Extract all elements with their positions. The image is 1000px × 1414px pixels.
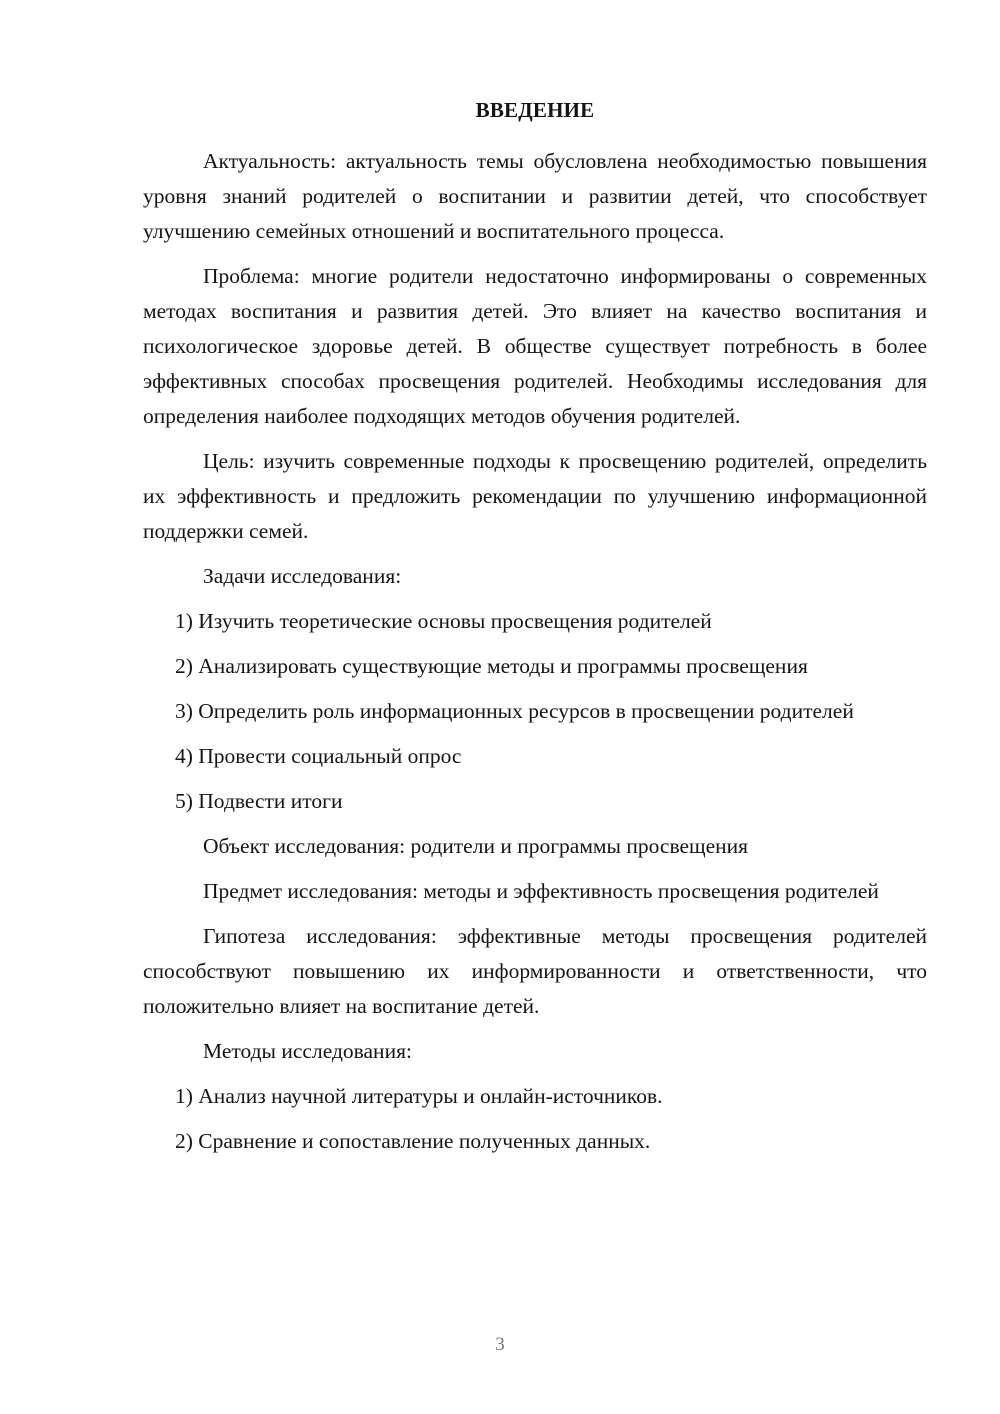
task-item: 5) Подвести итоги [175, 789, 343, 813]
hypothesis-paragraph: Гипотеза исследования: эффективные методы просвещения родителей способствуют повышению их информированности и ответственности, что положительно влияет на воспитание детей. [143, 924, 927, 1018]
page-content [143, 96, 927, 1169]
method-item: 1) Анализ научной литературы и онлайн-источников. [175, 1084, 663, 1108]
tasks-heading: Задачи исследования: [203, 564, 402, 588]
task-item: 2) Анализировать существующие методы и программы просвещения [175, 654, 808, 678]
task-item: 1) Изучить теоретические основы просвещения родителей [175, 609, 712, 633]
problem-paragraph: Проблема: многие родители недостаточно информированы о современных методах воспитания и развития детей. Это влияет на качество воспитания и психологическое здоровье детей. В обществе существует потребность в более эффективных способах просвещения родителей. Необходимы исследования для определения наиболее подходящих методов обучения родителей. [143, 264, 927, 428]
methods-heading: Методы исследования: [203, 1039, 412, 1063]
method-item: 2) Сравнение и сопоставление полученных данных. [175, 1129, 651, 1153]
task-item: 3) Определить роль информационных ресурсов в просвещении родителей [175, 699, 854, 723]
task-item: 4) Провести социальный опрос [175, 744, 462, 768]
page-number: 3 [495, 1334, 505, 1355]
object-paragraph: Объект исследования: родители и программы просвещения [203, 834, 749, 858]
goal-paragraph: Цель: изучить современные подходы к просвещению родителей, определить их эффективность и предложить рекомендации по улучшению информационной поддержки семей. [143, 449, 927, 543]
page-title: ВВЕДЕНИЕ [475, 98, 595, 122]
relevance-paragraph: Актуальность: актуальность темы обусловлена необходимостью повышения уровня знаний родителей о воспитании и развитии детей, что способствует улучшению семейных отношений и воспитательного процесса. [143, 149, 927, 243]
subject-paragraph: Предмет исследования: методы и эффективность просвещения родителей [203, 879, 879, 903]
